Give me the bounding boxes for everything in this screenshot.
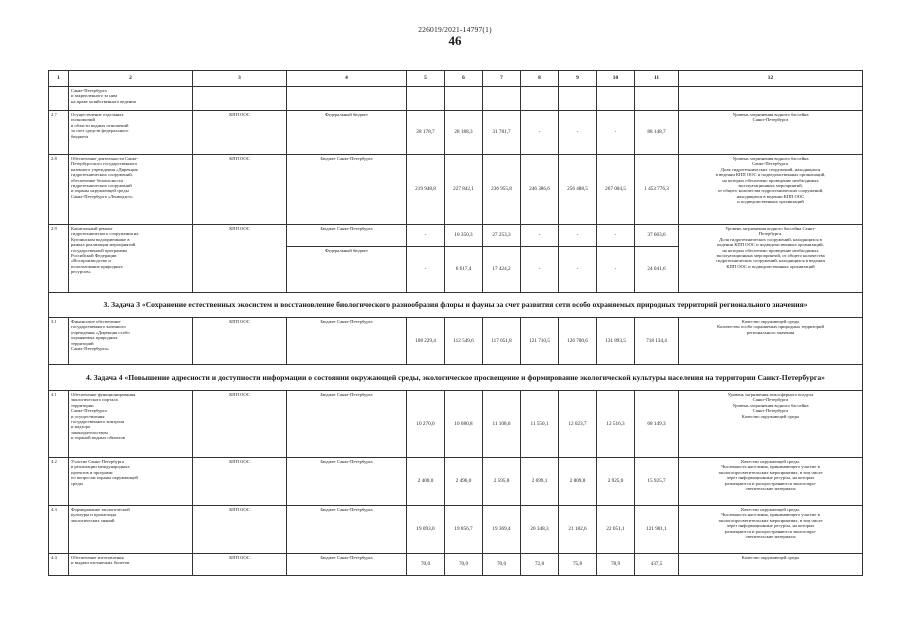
table-row (49, 111, 863, 155)
total-cell: 121 901,1 (635, 506, 679, 554)
executor: КПП ООС (193, 554, 287, 576)
measure-name: Осуществление отдельных полномочий в области водных отношений за счет средств федерального бюджета (69, 111, 193, 155)
value-cell: 2 925,0 (597, 458, 635, 506)
task-3-title: 3. Задача 3 «Сохранение естественных экосистем и восстановление биологического разнообразия флоры и фауны за счет развития сети особо охраняемых природных территорий регионального значения» (49, 293, 863, 318)
total-cell: 718 134,4 (635, 318, 679, 365)
value-cell: 2 496,0 (445, 458, 483, 506)
funding-source: Бюджет Санкт-Петербурга (287, 554, 407, 576)
value-cell: 2 809,8 (559, 458, 597, 506)
value-cell: 267 004,5 (597, 155, 635, 225)
value-cell: - (559, 247, 597, 293)
column-number: 8 (521, 71, 559, 87)
value-cell: - (597, 111, 635, 155)
indicator: Качество окружающей среды (679, 554, 863, 576)
column-number: 1 (49, 71, 69, 87)
executor: КПП ООС (193, 318, 287, 365)
executor: КПП ООС (193, 155, 287, 225)
measure-name: Обеспечение изготовления и выдачи охотничьих билетов (69, 554, 193, 576)
value-cell: 12 023,7 (559, 391, 597, 458)
value-cell: - (597, 225, 635, 247)
value-cell: 2 400,0 (407, 458, 445, 506)
value-cell: - (521, 247, 559, 293)
value-cell: 219 948,8 (407, 155, 445, 225)
value-cell: 2 699,1 (521, 458, 559, 506)
value-cell: 70,0 (445, 554, 483, 576)
document-header (380, 26, 530, 49)
value-cell: 10 350,3 (445, 225, 483, 247)
value-cell: 70,0 (407, 554, 445, 576)
executor: КПП ООС (193, 111, 287, 155)
value-cell: 22 051,1 (597, 506, 635, 554)
value-cell: 21 182,6 (559, 506, 597, 554)
table-row (49, 155, 863, 225)
total-cell: 15 925,7 (635, 458, 679, 506)
column-number: 2 (69, 71, 193, 87)
value-cell: 236 955,8 (483, 155, 521, 225)
value-cell: - (407, 247, 445, 293)
measure-name: Санкт-Петербурга и закрепленного за ним на праве хозяйственного ведения (69, 87, 193, 111)
value-cell: - (559, 225, 597, 247)
value-cell: 31 781,7 (483, 111, 521, 155)
column-number: 12 (679, 71, 863, 87)
value-cell: - (597, 247, 635, 293)
value-cell: 72,8 (521, 554, 559, 576)
funding-source: Бюджет Санкт-Петербурга (287, 155, 407, 225)
value-cell: 131 893,5 (597, 318, 635, 365)
row-number: 2.7 (49, 111, 69, 155)
value-cell: 227 842,1 (445, 155, 483, 225)
indicator: Уровень загрязнения водного бассейна Санкт-Петербурга. Доля гидротехнических сооружений, находящихся в ведении КПП ООС и подведомственных организаций, на которых обеспечено проведение необходимых эксплуатационных мероприятий, от общего количества гидротехнических сооружений, находящихся в ведении КПП ООС и подведомственных организаций (679, 155, 863, 225)
value-cell: 19 093,0 (407, 506, 445, 554)
value-cell: 112 549,6 (445, 318, 483, 365)
table-row (49, 318, 863, 365)
indicator: Качество окружающей среды Количество особо охраняемых природных территорий регионального значения (679, 318, 863, 365)
measure-name: Участие Санкт-Петербурга в реализации международных проектов и программ по вопросам охраны окружающей среды (69, 458, 193, 506)
column-number: 3 (193, 71, 287, 87)
total-cell: 437,5 (635, 554, 679, 576)
indicator: Уровень загрязнения водного бассейна Санкт- Петербурга. Доля гидротехнических сооружений, находящихся в ведении КПП ООС и подведомственных организаций, на которых обеспечено проведение необходимых эксплуатационных мероприятий, от общего количества гидротехнических сооружений, находящихся в ведении КПП ООС и подведомственных организаций (679, 225, 863, 293)
executor: КПП ООС (193, 391, 287, 458)
task-heading-row (49, 293, 863, 318)
table-row (49, 554, 863, 576)
executor: КПП ООС (193, 506, 287, 554)
table-row (49, 87, 863, 111)
column-number: 6 (445, 71, 483, 87)
row-number: 4.4 (49, 554, 69, 576)
measure-name: Обеспечение деятельности Санкт- Петербургского государственного казенного учреждения «Дирекция гидротехнических сооружений, обеспечение безопасности гидротехнических сооружений и охраны окружающей среды Санкт-Петербурга «Ленводхоз» (69, 155, 193, 225)
row-number: 2.9 (49, 225, 69, 293)
table-row (49, 225, 863, 247)
value-cell: 19 369,4 (483, 506, 521, 554)
total-cell: 37 603,6 (635, 225, 679, 247)
column-number: 5 (407, 71, 445, 87)
value-cell: 17 424,2 (483, 247, 521, 293)
value-cell: - (521, 225, 559, 247)
value-cell: 108 229,4 (407, 318, 445, 365)
task-heading-row (49, 365, 863, 391)
table-row (49, 458, 863, 506)
value-cell: 75,8 (559, 554, 597, 576)
value-cell: - (407, 225, 445, 247)
executor: КПП ООС (193, 225, 287, 293)
value-cell: - (559, 111, 597, 155)
funding-source: Бюджет Санкт-Петербурга (287, 391, 407, 458)
program-table (48, 70, 863, 576)
funding-source: Бюджет Санкт-Петербурга (287, 225, 407, 247)
value-cell: 121 710,5 (521, 318, 559, 365)
row-number: 2.8 (49, 155, 69, 225)
column-number: 7 (483, 71, 521, 87)
measure-name: Финансовое обеспечение государственного казенного учреждения «Дирекция особо охраняемых природных территорий Санкт-Петербурга» (69, 318, 193, 365)
row-number: 4.1 (49, 391, 69, 458)
value-cell: 6 617,4 (445, 247, 483, 293)
column-number: 9 (559, 71, 597, 87)
total-cell: 68 149,3 (635, 391, 679, 458)
value-cell: 12 516,3 (597, 391, 635, 458)
total-cell: 1 453 776,3 (635, 155, 679, 225)
executor: КПП ООС (193, 458, 287, 506)
measure-name: Обеспечение функционирования экологического портала территории Санкт-Петербурга и осуществления государственного контроля и надзора законодательством и охраной водных объектов (69, 391, 193, 458)
value-cell: 246 386,6 (521, 155, 559, 225)
indicator: Уровень загрязнения водного бассейна Санкт-Петербурга (679, 111, 863, 155)
value-cell: 2 595,8 (483, 458, 521, 506)
value-cell: 256 488,5 (559, 155, 597, 225)
value-cell: 10 680,8 (445, 391, 483, 458)
funding-source: Бюджет Санкт-Петербурга (287, 458, 407, 506)
row-number: 3.1 (49, 318, 69, 365)
total-cell: 88 148,7 (635, 111, 679, 155)
value-cell: 10 270,0 (407, 391, 445, 458)
value-cell: 19 856,7 (445, 506, 483, 554)
value-cell: 20 348,3 (521, 506, 559, 554)
value-cell: 28 188,3 (445, 111, 483, 155)
value-cell: 28 178,7 (407, 111, 445, 155)
value-cell: 27 253,3 (483, 225, 521, 247)
funding-source: Бюджет Санкт-Петербурга (287, 506, 407, 554)
document-number: 226019/2021-14797(1) (418, 25, 492, 34)
table-row (49, 391, 863, 458)
measure-name: Капитальный ремонт гидротехнического сооружения на Купчинском водоприемнике в рамках реализации мероприятий государственной программы Российской Федерации «Воспроизводство и использование природных ресурсов» (69, 225, 193, 293)
indicator: Уровень загрязнения атмосферного воздуха Санкт-Петербурга Уровень загрязнения водного бассейна Санкт-Петербурга Качество окружающей среды (679, 391, 863, 458)
row-number: 4.3 (49, 506, 69, 554)
column-number: 4 (287, 71, 407, 87)
value-cell: 126 700,6 (559, 318, 597, 365)
funding-source: Федеральный бюджет (287, 111, 407, 155)
indicator: Качество окружающей среды. Численность населения, принимающего участие в экологопросветительских мероприятиях, в том числе через информационные ресурсы, на которых размещаются и распространяются экологопро- светительские материалы (679, 458, 863, 506)
value-cell: 70,0 (483, 554, 521, 576)
value-cell: 11 108,0 (483, 391, 521, 458)
funding-source: Бюджет Санкт-Петербурга (287, 318, 407, 365)
column-number: 11 (635, 71, 679, 87)
measure-name: Формирование экологической культуры и пропаганда экологических знаний (69, 506, 193, 554)
value-cell: 117 051,8 (483, 318, 521, 365)
task-4-title: 4. Задача 4 «Повышение адресности и доступности информации о состоянии окружающей среды, экологическое просвещение и формирование экологической культуры населения на территории Санкт-Петербурга» (49, 365, 863, 391)
value-cell: 11 550,1 (521, 391, 559, 458)
table-row (49, 506, 863, 554)
value-cell: - (521, 111, 559, 155)
column-number: 10 (597, 71, 635, 87)
indicator: Качество окружающей среды. Численность населения, принимающего участие в экологопросветительских мероприятиях, в том числе через информационные ресурсы, на которых размещаются и распространяются экологопро- светительские материалы (679, 506, 863, 554)
funding-source: Федеральный бюджет (287, 247, 407, 293)
page-number: 46 (448, 33, 462, 49)
value-cell: 78,9 (597, 554, 635, 576)
total-cell: 24 041,6 (635, 247, 679, 293)
column-number-row (49, 71, 863, 87)
row-number: 4.2 (49, 458, 69, 506)
